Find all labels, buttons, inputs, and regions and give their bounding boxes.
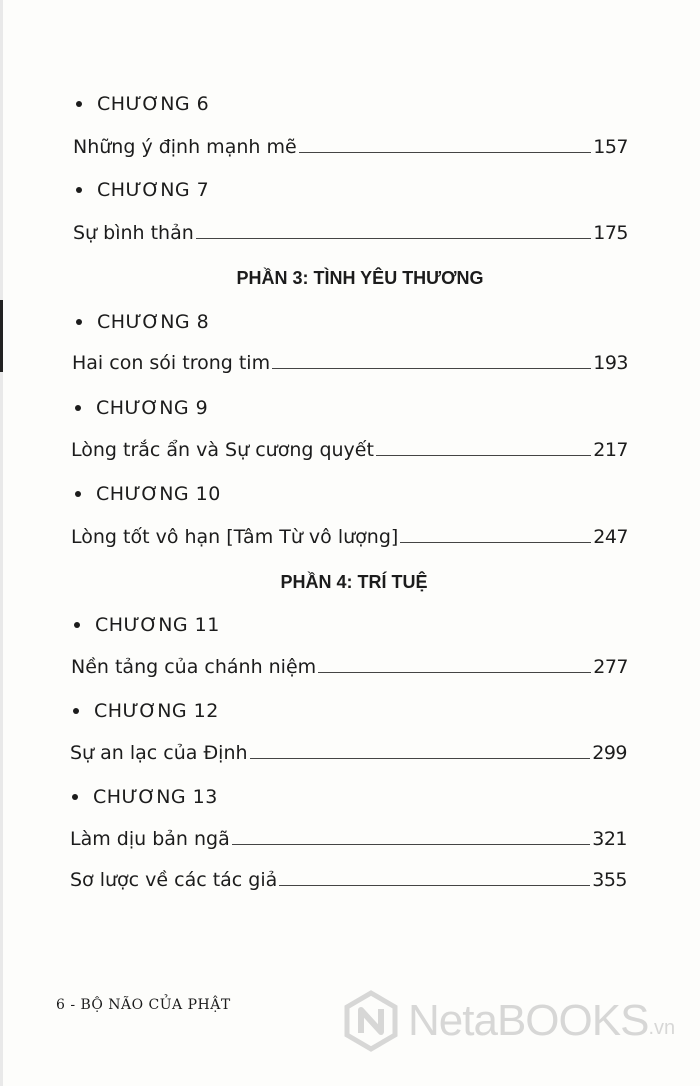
chapter-label: CHƯƠNG 10 [96,483,221,505]
chapter-heading [72,786,218,808]
bullet-icon [73,708,79,714]
entry-title: Sự bình thản [73,222,194,244]
chapter-heading [73,700,219,722]
dot-leader [232,844,591,845]
chapter-heading [75,483,221,505]
chapter-heading [75,397,208,419]
dot-leader [376,455,591,456]
entry-title: Làm dịu bản ngã [70,828,230,850]
chapter-heading [76,311,209,333]
page-number: 157 [593,136,628,158]
page-footer: 6 - BỘ NÃO CỦA PHẬT [56,997,231,1013]
page-number: 193 [593,352,628,374]
page-number: 355 [592,869,627,891]
dot-leader [272,368,591,369]
toc-entry[interactable] [71,524,628,548]
bullet-icon [76,101,82,107]
entry-title: Sự an lạc của Định [70,742,248,764]
bullet-icon [72,794,78,800]
part-heading: PHẦN 4: TRÍ TUỆ [280,572,428,592]
toc-entry[interactable] [70,740,627,764]
toc-entry[interactable] [71,654,628,678]
entry-title: Sơ lược về các tác giả [70,869,278,891]
entry-title: Những ý định mạnh mẽ [73,136,297,158]
dot-leader [299,152,592,153]
page-number: 321 [592,828,627,850]
bullet-icon [76,319,82,325]
dot-leader [279,885,590,886]
toc-entry[interactable] [73,220,628,244]
toc-entry[interactable] [73,134,628,158]
bullet-icon [76,187,82,193]
entry-title: Lòng tốt vô hạn [Tâm Từ vô lượng] [71,526,399,548]
watermark-brand: NetaBOOKS [408,996,649,1045]
page-number: 247 [593,526,628,548]
chapter-label: CHƯƠNG 7 [97,179,210,201]
netabooks-logo-icon [340,990,402,1052]
part-heading: PHẦN 3: TÌNH YÊU THƯƠNG [236,268,484,288]
chapter-heading [76,179,209,201]
dot-leader [318,672,591,673]
chapter-label: CHƯƠNG 11 [95,614,220,636]
watermark-tld: .vn [648,1017,676,1039]
entry-title: Nền tảng của chánh niệm [71,656,317,678]
toc-entry[interactable] [72,350,628,374]
chapter-label: CHƯƠNG 12 [94,700,219,722]
page-number: 217 [593,439,628,461]
chapter-label: CHƯƠNG 9 [96,397,209,419]
page-number: 299 [592,742,627,764]
chapter-label: CHƯƠNG 8 [97,311,210,333]
chapter-label: CHƯƠNG 6 [97,93,210,115]
chapter-heading [76,93,209,115]
toc-entry[interactable] [70,826,627,850]
bullet-icon [75,405,81,411]
chapter-heading [74,614,220,636]
watermark [340,988,685,1054]
page-number: 175 [593,222,628,244]
bullet-icon [75,491,81,497]
bullet-icon [74,622,80,628]
dot-leader [250,758,591,759]
entry-title: Lòng trắc ẩn và Sự cương quyết [71,439,374,461]
toc-entry-authors[interactable] [70,867,627,891]
toc-entry[interactable] [71,437,628,461]
page-number: 277 [593,656,628,678]
entry-title: Hai con sói trong tim [72,352,271,374]
dot-leader [400,542,591,543]
dot-leader [196,238,591,239]
chapter-label: CHƯƠNG 13 [93,786,218,808]
